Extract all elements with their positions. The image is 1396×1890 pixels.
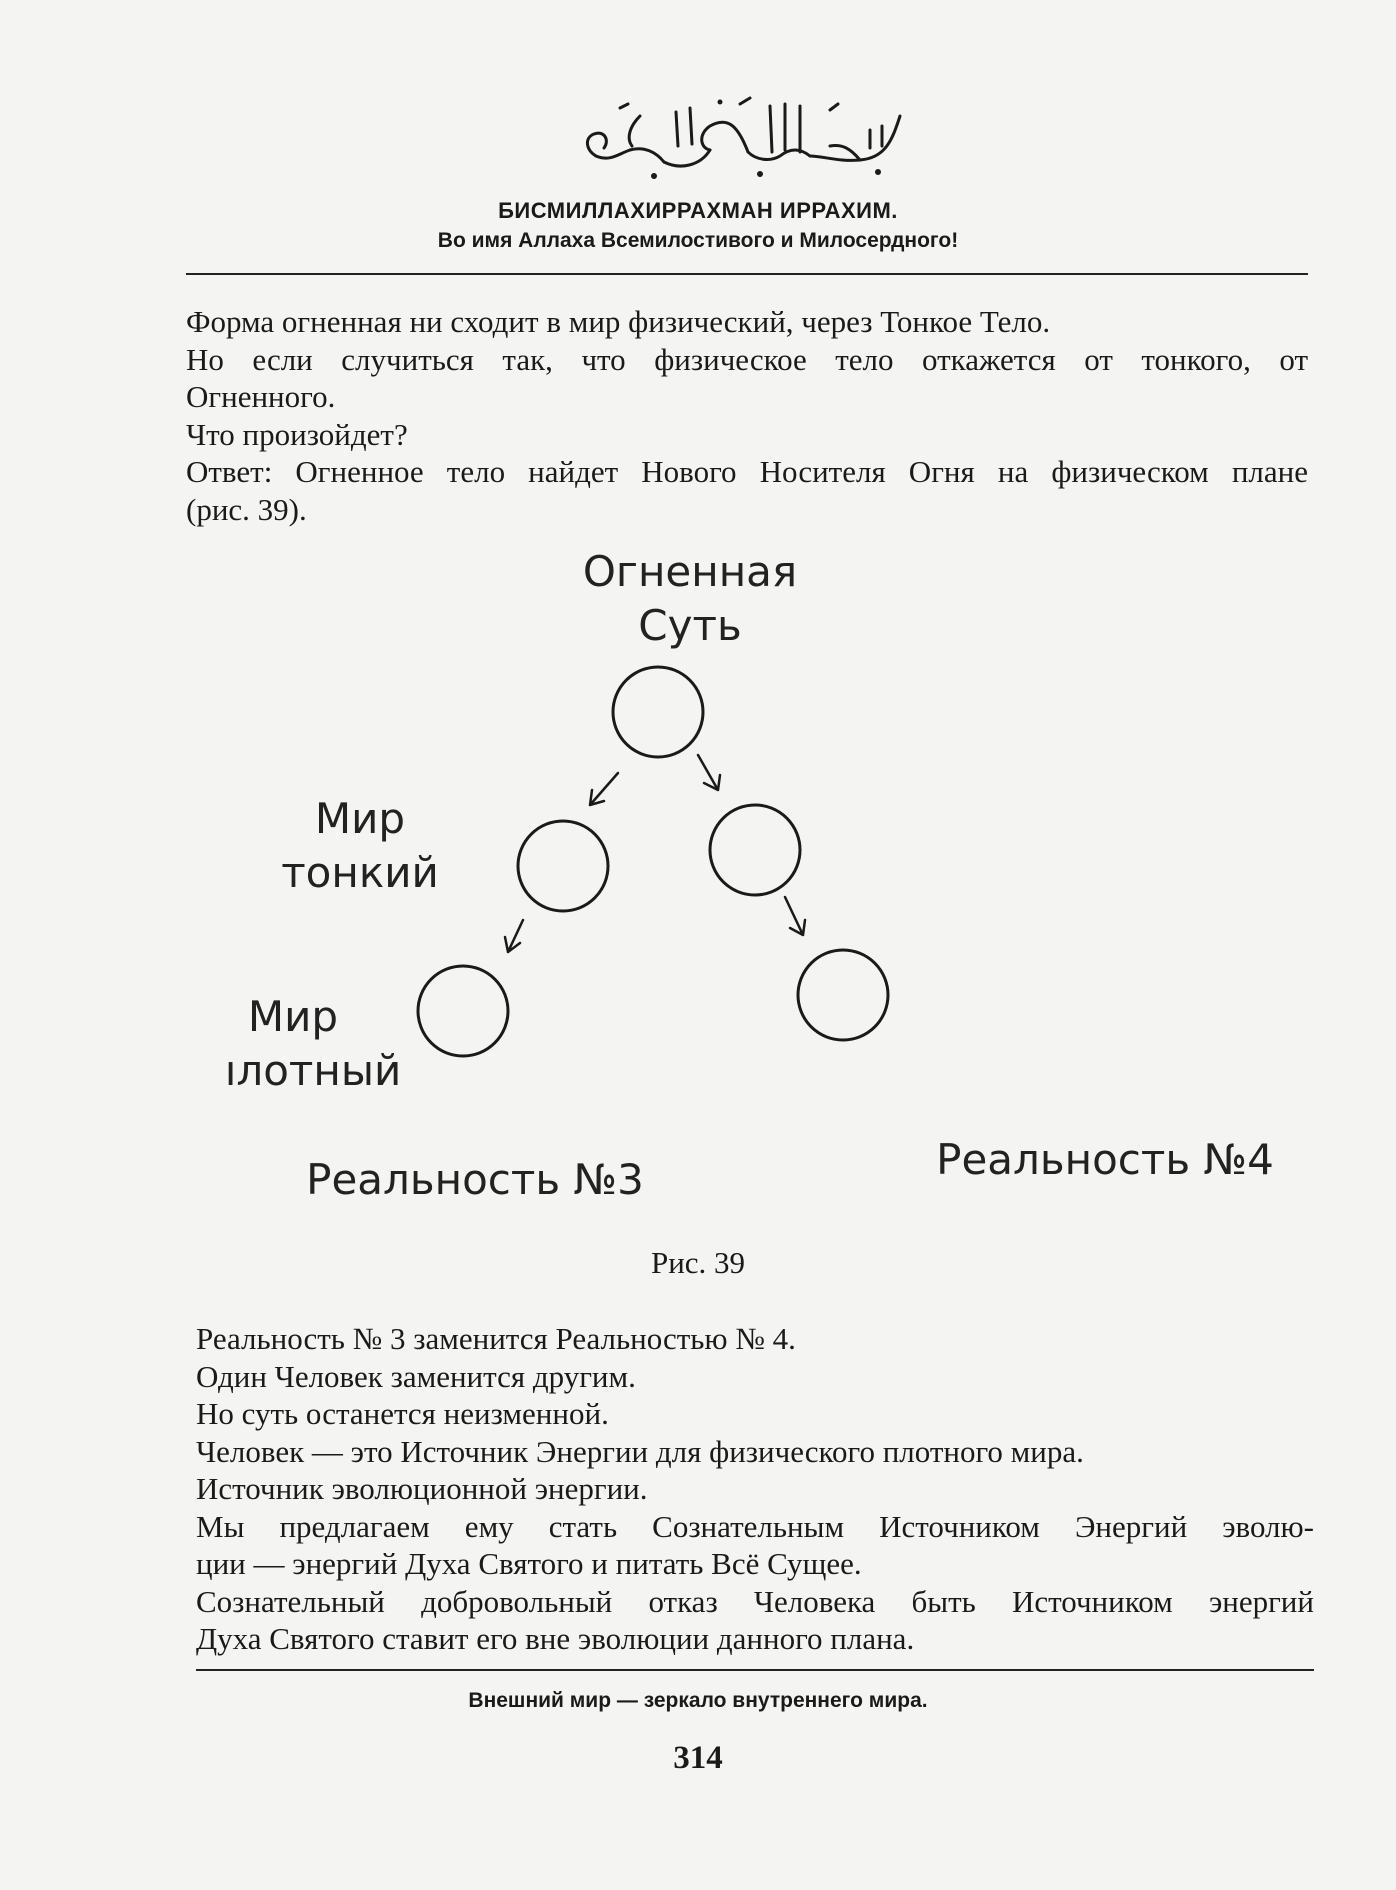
text-line: Но суть останется неизменной.: [196, 1396, 609, 1431]
text-line: ции — энергий Духа Святого и питать Всё Сущее.: [196, 1546, 862, 1581]
text-line: (рис. 39).: [186, 491, 307, 527]
header-subtitle: Во имя Аллаха Всемилостивого и Милосердного!: [437, 229, 959, 252]
text-line: Форма огненная ни сходит в мир физический, через Тонкое Тело.: [186, 304, 1051, 339]
text-line: Один Человек заменится другим.: [196, 1358, 636, 1394]
node-dense-left: [418, 966, 508, 1056]
node-fiery-essence: [613, 667, 703, 757]
arrow-essence-to-subtle-right: [698, 755, 720, 790]
text-line: Что произойдет?: [186, 416, 408, 452]
header-divider: [186, 273, 1308, 275]
node-subtle-left: [518, 821, 608, 911]
text-line: Источник эволюционной энергии.: [196, 1471, 648, 1506]
label-dense-world: Мир ıлотный: [224, 992, 402, 1095]
label-reality-4: Реальность №4: [936, 1135, 1274, 1184]
conclusion-paragraph: [196, 1320, 1314, 1658]
text-line: Но если случиться так, что физическое тело откажется от тонкого, от: [186, 341, 1308, 377]
label-subtle-world: Мир тонкий: [281, 794, 439, 897]
text-line: Человек — это Источник Энергии для физического плотного мира.: [196, 1433, 1084, 1469]
footer-divider: [196, 1669, 1314, 1671]
label-fiery-essence: Огненная Суть: [582, 547, 798, 650]
page-number: 314: [673, 1740, 723, 1776]
text-line: Сознательный добровольный отказ Человека быть Источником энергий: [196, 1583, 1314, 1619]
arrow-essence-to-subtle-left: [590, 773, 618, 805]
bismillah-calligraphy: [560, 86, 920, 186]
footer-motto: Внешний мир — зеркало внутреннего мира.: [468, 1689, 928, 1712]
arrow-subtle-to-dense-left: [505, 920, 523, 952]
node-dense-right: [798, 950, 888, 1040]
text-line: Духа Святого ставит его вне эволюции данного плана.: [196, 1621, 915, 1656]
text-line: Реальность № 3 заменится Реальностью № 4.: [196, 1321, 796, 1356]
header-title: БИСМИЛЛАХИРРАХМАН ИРРАХИМ.: [498, 198, 898, 223]
intro-paragraph: [186, 303, 1308, 528]
label-reality-3: Реальность №3: [306, 1155, 644, 1204]
arrow-subtle-to-dense-right: [785, 897, 805, 935]
text-line: Ответ: Огненное тело найдет Нового Носителя Огня на физическом плане: [186, 454, 1308, 489]
figure-caption: Рис. 39: [650, 1245, 746, 1280]
node-subtle-right: [710, 805, 800, 895]
text-line: Огненного.: [186, 379, 336, 414]
text-line: Мы предлагаем ему стать Сознательным Источником Энергий эволю-: [196, 1508, 1314, 1544]
